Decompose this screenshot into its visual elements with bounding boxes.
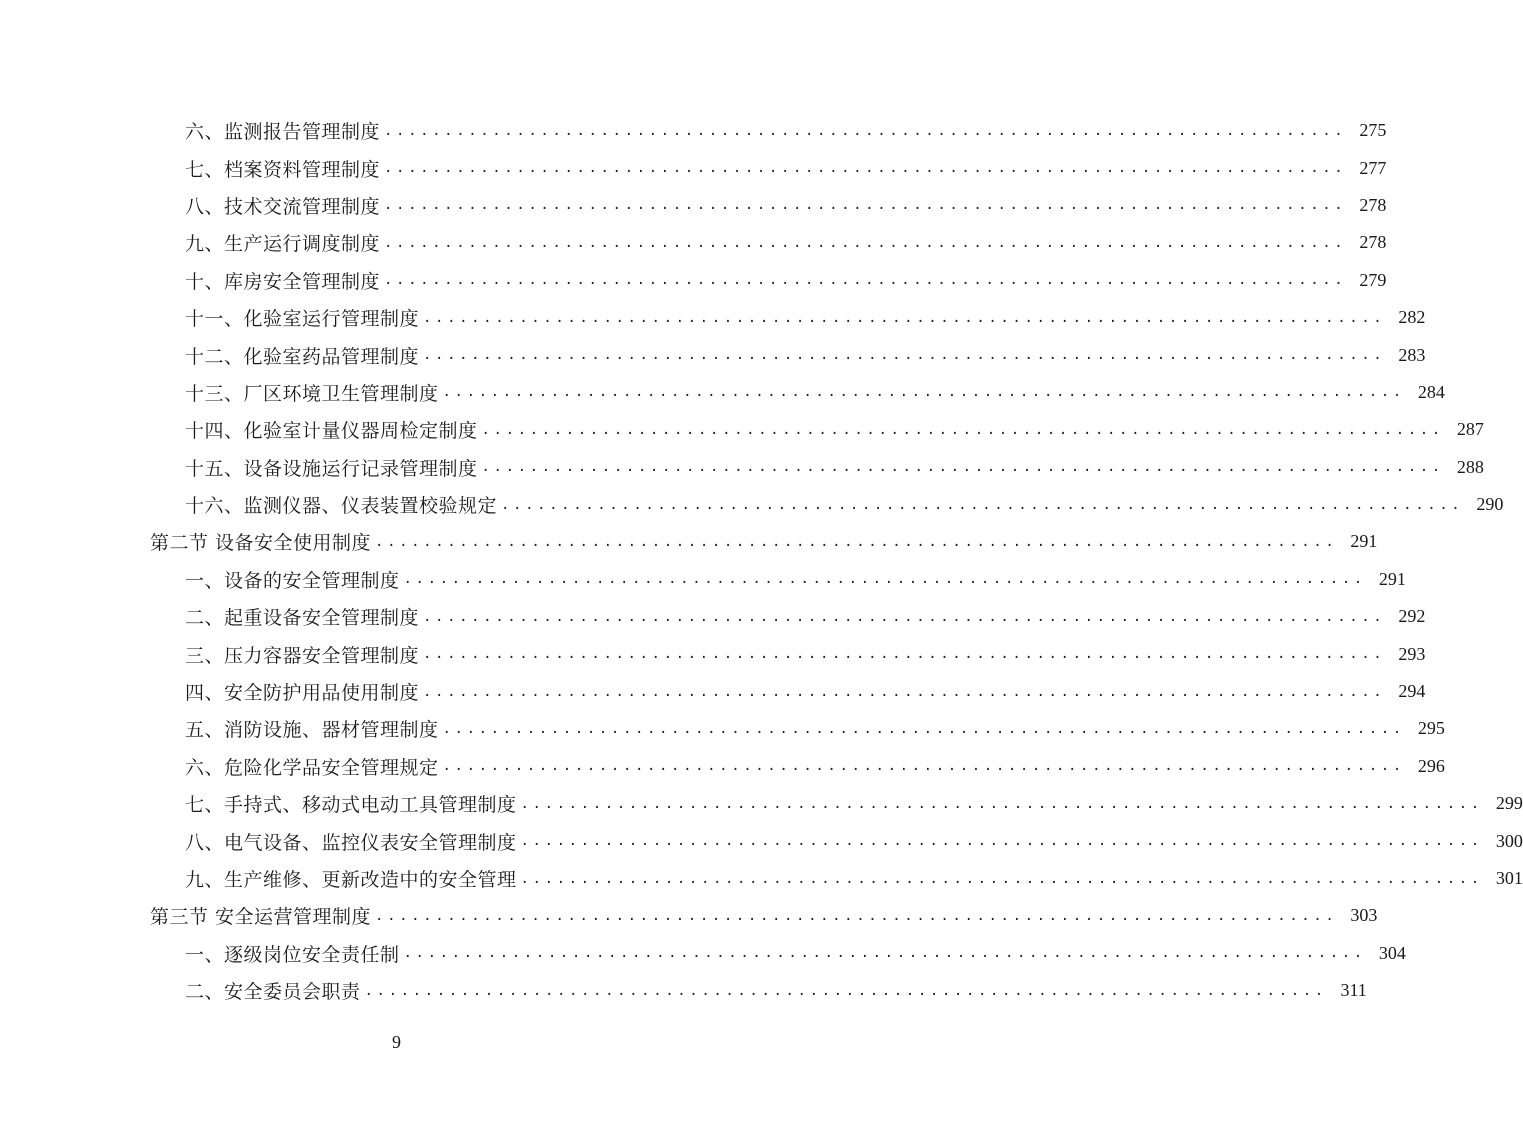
toc-entry-title: 十、库房安全管理制度 [185,270,381,293]
toc-entry-page: 287 [1456,419,1484,440]
toc-entry-page: 296 [1417,755,1445,776]
dot-leader: ................................................................................ [375,533,1338,550]
toc-entry-page: 303 [1350,905,1378,926]
toc-entry-title: 第二节 设备安全使用制度 [150,532,372,555]
toc-entry[interactable] [0,374,1445,411]
toc-entry[interactable] [0,299,1426,336]
dot-leader: ................................................................................ [384,197,1347,214]
toc-entry[interactable] [0,822,1523,859]
toc-entry-title: 九、生产运行调度制度 [185,233,381,256]
dot-leader: ................................................................................ [384,160,1347,177]
toc-entry-page: 293 [1398,643,1426,664]
toc-entry-page: 277 [1359,157,1387,178]
toc-entry-title: 十一、化验室运行管理制度 [185,308,420,331]
dot-leader: ................................................................................ [442,384,1405,401]
toc-entry[interactable] [0,486,1504,523]
toc-entry-title: 二、安全委员会职责 [185,981,361,1004]
dot-leader: ................................................................................ [481,421,1444,438]
table-of-contents [0,112,1523,1009]
toc-entry-page: 291 [1378,568,1406,589]
toc-entry[interactable] [0,112,1387,149]
toc-entry-title: 八、技术交流管理制度 [185,195,381,218]
toc-entry[interactable] [0,710,1445,747]
toc-entry[interactable] [0,785,1523,822]
toc-entry-title: 十二、化验室药品管理制度 [185,345,420,368]
toc-entry[interactable] [0,935,1406,972]
toc-entry-title: 一、逐级岗位安全责任制 [185,943,400,966]
toc-entry-page: 278 [1359,232,1387,253]
toc-entry[interactable] [0,262,1387,299]
dot-leader: ................................................................................ [423,309,1386,326]
dot-leader: ................................................................................ [423,608,1386,625]
dot-leader: ................................................................................ [423,683,1386,700]
dot-leader: ................................................................................ [375,907,1338,924]
toc-section-heading[interactable] [0,523,1378,560]
toc-entry-title: 四、安全防护用品使用制度 [185,682,420,705]
toc-entry[interactable] [0,449,1484,486]
toc-entry[interactable] [0,561,1406,598]
dot-leader: ................................................................................ [501,496,1464,513]
toc-entry-page: 283 [1398,344,1426,365]
toc-entry-page: 311 [1340,980,1367,1001]
toc-entry-page: 282 [1398,307,1426,328]
dot-leader: ................................................................................ [520,870,1483,887]
toc-entry-title: 九、生产维修、更新改造中的安全管理 [185,869,517,891]
toc-entry-page: 292 [1398,606,1426,627]
toc-entry-title: 一、设备的安全管理制度 [185,569,400,592]
toc-entry-title: 七、档案资料管理制度 [185,158,381,181]
toc-entry-title: 十六、监测仪器、仪表装置校验规定 [185,495,498,518]
dot-leader: ................................................................................ [384,272,1347,289]
toc-entry[interactable] [0,149,1387,186]
dot-leader: ................................................................................ [520,795,1483,812]
toc-entry-page: 300 [1495,830,1523,851]
toc-entry-page: 294 [1398,681,1426,702]
dot-leader: ................................................................................ [364,982,1327,999]
toc-entry[interactable] [0,336,1426,373]
toc-entry[interactable] [0,748,1445,785]
dot-leader: ................................................................................ [520,833,1483,850]
toc-entry-page: 304 [1378,942,1406,963]
toc-entry-page: 301 [1495,868,1523,888]
toc-entry-page: 279 [1359,269,1387,290]
toc-entry-page: 295 [1417,718,1445,739]
toc-entry-title: 二、起重设备安全管理制度 [185,607,420,630]
toc-entry[interactable] [0,224,1387,261]
toc-entry-page: 299 [1495,793,1523,814]
dot-leader: ................................................................................ [442,758,1405,775]
toc-entry-title: 三、压力容器安全管理制度 [185,644,420,667]
dot-leader: ................................................................................ [384,122,1347,139]
toc-entry-title: 五、消防设施、器材管理制度 [185,719,439,742]
toc-entry-page: 291 [1350,531,1378,552]
toc-entry-page: 275 [1359,120,1387,141]
dot-leader: ................................................................................ [442,720,1405,737]
toc-entry-title: 十四、化验室计量仪器周检定制度 [185,420,478,443]
toc-entry[interactable] [0,598,1426,635]
toc-entry-page: 278 [1359,194,1387,215]
toc-entry-title: 八、电气设备、监控仪表安全管理制度 [185,831,517,854]
toc-entry-title: 七、手持式、移动式电动工具管理制度 [185,794,517,817]
toc-section-heading[interactable] [0,897,1378,934]
dot-leader: ................................................................................ [403,945,1366,962]
page-number: 9 [392,1032,401,1052]
toc-entry-page: 288 [1456,456,1484,477]
toc-entry[interactable] [0,860,1523,897]
toc-entry-title: 六、监测报告管理制度 [185,121,381,144]
toc-entry-title: 六、危险化学品安全管理规定 [185,756,439,779]
toc-entry-title: 第三节 安全运营管理制度 [150,906,372,929]
dot-leader: ................................................................................ [423,646,1386,663]
toc-entry-title: 十三、厂区环境卫生管理制度 [185,382,439,405]
dot-leader: ................................................................................ [384,234,1347,251]
toc-entry[interactable] [0,635,1426,672]
toc-entry[interactable] [0,673,1426,710]
toc-entry[interactable] [0,411,1484,448]
toc-entry[interactable] [0,187,1387,224]
toc-entry[interactable] [0,972,1367,1009]
dot-leader: ................................................................................ [481,459,1444,476]
dot-leader: ................................................................................ [423,347,1386,364]
dot-leader: ................................................................................ [403,571,1366,588]
toc-entry-title: 十五、设备设施运行记录管理制度 [185,457,478,480]
toc-entry-page: 284 [1417,381,1445,402]
toc-entry-page: 290 [1476,494,1504,515]
